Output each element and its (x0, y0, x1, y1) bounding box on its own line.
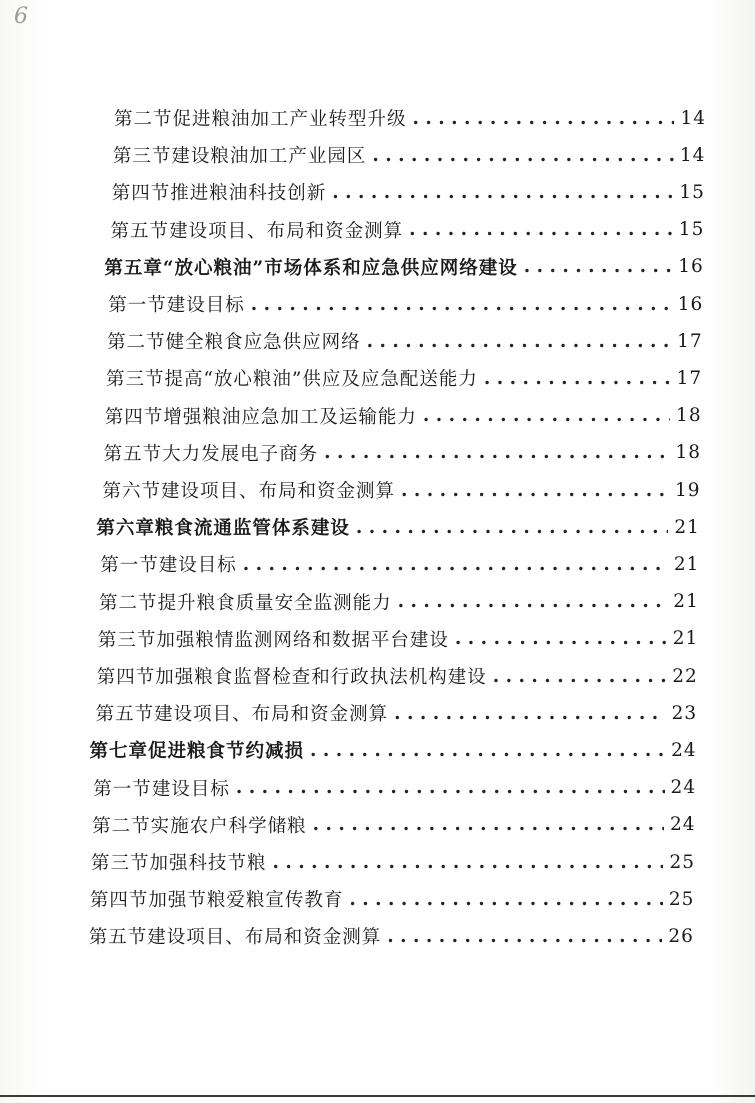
toc-chapter-row (104, 252, 703, 282)
toc-dot-leader (484, 368, 671, 389)
toc-dot-leader (236, 777, 665, 798)
toc-dot-leader (349, 889, 663, 910)
page-bottom-edge (0, 1095, 755, 1097)
toc-section-row (98, 624, 698, 654)
toc-dot-leader (356, 517, 669, 538)
toc-dot-leader (409, 219, 673, 240)
toc-entry-title: 建设项目、布局和资金测算 (169, 220, 404, 242)
toc-entry-page: 17 (676, 367, 703, 389)
toc-dot-leader (401, 480, 669, 501)
toc-entry-title: 建设目标 (158, 555, 237, 577)
toc-section-row (92, 810, 695, 840)
toc-dot-leader (398, 591, 668, 612)
toc-dot-leader (310, 740, 665, 761)
toc-entry-number: 第四节 (104, 406, 164, 428)
toc-entry-title: 建设项目、布局和资金测算 (161, 481, 396, 502)
toc-dot-leader (423, 405, 670, 426)
toc-dot-leader (493, 666, 666, 687)
toc-entry-number: 第六节 (102, 481, 162, 502)
toc-entry-page: 18 (675, 442, 702, 464)
toc-entry-page: 21 (673, 553, 700, 575)
toc-entry-number: 第二节 (92, 815, 151, 837)
toc-entry-page: 18 (676, 405, 702, 427)
toc-entry-page: 21 (673, 591, 699, 613)
toc-entry-number: 第六章 (96, 518, 155, 540)
toc-entry-number: 第五节 (103, 443, 163, 465)
toc-dot-leader (524, 256, 673, 277)
toc-section-row (105, 401, 702, 431)
toc-entry-number: 第一节 (108, 295, 167, 316)
toc-entry-title: 提高“放心粮油”供应及应急配送能力 (164, 369, 478, 391)
toc-entry-number: 第五节 (110, 220, 170, 242)
toc-entry-page: 22 (672, 665, 698, 687)
toc-entry-number: 第四节 (96, 667, 156, 688)
toc-entry-title: 建设粮油加工产业园区 (171, 146, 367, 168)
toc-entry-number: 第五节 (88, 927, 148, 949)
toc-entry-page: 14 (680, 107, 706, 129)
toc-entry-title: 促进粮食节约减损 (147, 741, 304, 763)
toc-entry-number: 第四节 (111, 183, 171, 205)
toc-entry-title: 推进粮油科技创新 (170, 183, 327, 205)
toc-entry-page: 21 (672, 628, 699, 650)
toc-dot-leader (243, 554, 668, 575)
toc-entry-title: 粮食流通监管体系建设 (154, 518, 350, 540)
toc-entry-title: 建设目标 (151, 778, 230, 800)
toc-entry-title: 建设项目、布局和资金测算 (147, 927, 382, 949)
toc-entry-title: “放心粮油”市场体系和应急供应网络建设 (162, 257, 518, 279)
toc-section-row (97, 661, 698, 691)
toc-entry-number: 第三节 (112, 146, 172, 168)
toc-entry-number: 第四节 (89, 890, 149, 912)
toc-section-row (113, 140, 706, 170)
toc-entry-page: 14 (679, 144, 706, 166)
toc-entry-page: 26 (668, 925, 694, 947)
toc-section-row (90, 884, 695, 914)
toc-entry-number: 第七章 (89, 741, 148, 763)
toc-entry-title: 加强粮情监测网络和数据平台建设 (156, 629, 449, 651)
toc-entry-page: 21 (674, 516, 700, 538)
toc-dot-leader (413, 108, 675, 129)
toc-entry-title: 建设项目、布局和资金测算 (154, 704, 389, 726)
toc-section-row (100, 549, 699, 579)
toc-entry-page: 15 (678, 219, 705, 241)
toc-entry-number: 第一节 (100, 555, 159, 577)
toc-entry-number: 第二节 (99, 592, 158, 614)
toc-chapter-row (89, 735, 696, 765)
toc-entry-number: 第二节 (107, 332, 166, 354)
toc-dot-leader (251, 294, 672, 315)
toc-entry-title: 加强节粮爱粮宣传教育 (148, 890, 344, 912)
toc-entry-title: 实施农户科学储粮 (150, 815, 307, 837)
toc-entry-title: 增强粮油应急加工及运输能力 (163, 406, 417, 428)
toc-entry-number: 第一节 (93, 778, 152, 800)
toc-section-row (111, 215, 705, 245)
toc-section-row (112, 177, 705, 207)
toc-dot-leader (394, 703, 666, 724)
toc-dot-leader (332, 182, 673, 203)
toc-section-row (99, 587, 699, 617)
toc-section-row (89, 921, 694, 951)
toc-entry-title: 加强科技节粮 (149, 853, 267, 874)
toc-entry-page: 24 (670, 777, 697, 799)
toc-entry-page: 25 (668, 888, 695, 910)
toc-entry-title: 大力发展电子商务 (162, 443, 319, 465)
toc-entry-title: 提升粮食质量安全监测能力 (157, 592, 392, 614)
toc-entry-page: 24 (671, 739, 697, 761)
toc-entry-page: 25 (669, 851, 695, 873)
toc-entry-number: 第五节 (95, 704, 155, 726)
toc-entry-number: 第五章 (104, 257, 163, 279)
toc-entry-number: 第三节 (105, 369, 165, 391)
toc-section-row (114, 103, 706, 133)
toc-section-row (104, 438, 701, 468)
toc-dot-leader (324, 442, 669, 463)
toc-dot-leader (387, 926, 662, 947)
toc-entry-title: 促进粮油加工产业转型升级 (172, 109, 407, 130)
toc-dot-leader (367, 331, 672, 352)
toc-entry-title: 建设目标 (166, 295, 245, 316)
handwritten-page-marker: 6 (14, 4, 28, 29)
toc-section-row (93, 773, 696, 803)
toc-dot-leader (313, 814, 664, 835)
toc-section-row (96, 698, 698, 728)
toc-section-row (103, 475, 701, 505)
toc-entry-number: 第三节 (97, 629, 157, 651)
toc-entry-page: 23 (671, 702, 698, 724)
toc-section-row (91, 847, 695, 877)
toc-section-row (106, 363, 702, 393)
toc-section-row (108, 289, 703, 319)
toc-entry-page: 15 (679, 181, 705, 203)
toc-entry-number: 第二节 (114, 109, 173, 130)
toc-section-row (107, 326, 703, 356)
toc-entry-number: 第三节 (91, 853, 150, 874)
toc-chapter-row (96, 512, 700, 542)
toc-dot-leader (455, 628, 667, 649)
toc-entry-page: 16 (678, 256, 704, 278)
toc-dot-leader (372, 145, 674, 166)
toc-dot-leader (273, 852, 664, 873)
toc-entry-page: 16 (677, 293, 704, 315)
toc-entry-page: 17 (677, 330, 703, 352)
toc-entry-page: 19 (674, 479, 701, 501)
toc-entry-page: 24 (669, 814, 696, 836)
toc-entry-title: 健全粮食应急供应网络 (165, 332, 361, 354)
toc-entry-title: 加强粮食监督检查和行政执法机构建设 (155, 667, 487, 688)
